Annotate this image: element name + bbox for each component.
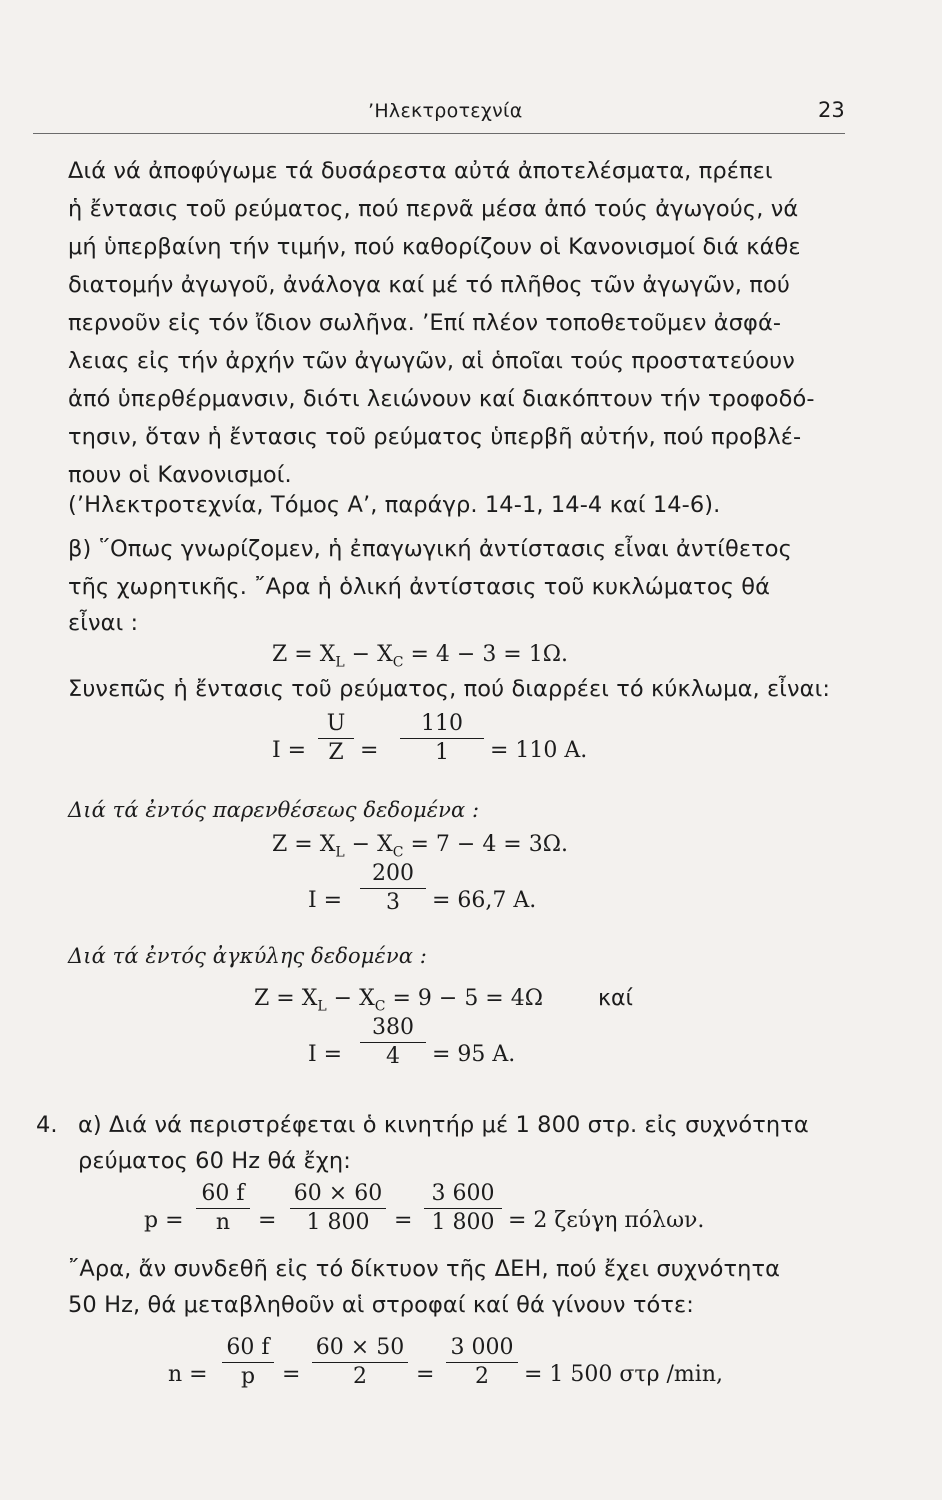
paragraph-1-line: πουν οἱ Κανονισμοί. [68, 462, 292, 488]
heading-braces-data: Διά τά ἐντός ἀγκύλης δεδομένα : [68, 944, 427, 968]
running-header: ’Ηλεκτροτεχνία [368, 100, 523, 122]
paragraph-1-line: περνοῦν εἰς τόν ἴδιον σωλῆνα. ’Επί πλέον τοποθετοῦμεν ἀσφά- [68, 310, 782, 336]
fraction-60f-over-p: $\frac{60 f}{p}$ [222, 1336, 274, 1389]
equation-equals: = [282, 1362, 301, 1387]
equation-current-1-lhs: I = [272, 738, 307, 763]
paragraph-1-line: τησιν, ὅταν ἡ ἔντασις τοῦ ρεύματος ὑπερβῆ αὐτήν, πού προβλέ- [68, 424, 802, 450]
fraction-60x60-over-1800: $\frac{60 \times 60}{1 800}$ [290, 1182, 386, 1235]
equation-equals: = [360, 738, 379, 763]
equation-speed-lhs: n = [168, 1362, 208, 1387]
equation-speed-rhs: = 1 500 στρ /min, [524, 1362, 723, 1387]
paragraph-b-line: εἶναι : [68, 610, 139, 636]
fraction-u-over-z: $\frac{U}{Z}$ [318, 712, 354, 765]
header-rule [33, 133, 845, 134]
equation-current-2-lhs: I = [308, 888, 343, 913]
fraction-60x50-over-2: $\frac{60 \times 50}{2}$ [312, 1336, 408, 1389]
paragraph-1-line: Διά νά ἀποφύγωμε τά δυσάρεστα αὐτά ἀποτελέσματα, πρέπει [68, 158, 773, 184]
equation-equals: = [416, 1362, 435, 1387]
fraction-3600-over-1800: $\frac{3 600}{1 800}$ [424, 1182, 502, 1235]
paragraph-after-line: ῎Αρα, ἄν συνδεθῆ εἰς τό δίκτυον τῆς ΔΕΗ, πού ἔχει συχνότητα [68, 1256, 781, 1282]
reference-line: (’Ηλεκτροτεχνία, Τόμος Α’, παράγρ. 14-1, 14-4 καί 14-6). [68, 492, 721, 518]
equation-impedance-2: $Z = X_L - X_C = 7 - 4 = 3\Omega$. [272, 832, 568, 861]
equation-equals: = [394, 1208, 413, 1233]
equation-current-3-lhs: I = [308, 1042, 343, 1067]
sentence-current: Συνεπῶς ἡ ἔντασις τοῦ ρεύματος, πού διαρρέει τό κύκλωμα, εἶναι: [68, 676, 831, 702]
paragraph-1-line: ἡ ἔντασις τοῦ ρεύματος, πού περνᾶ μέσα ἀπό τούς ἀγωγούς, νά [68, 196, 799, 222]
equation-impedance-3: $Z = X_L - X_C = 9 - 5 = 4\Omega$ [254, 986, 543, 1015]
item-4-line: α) Διά νά περιστρέφεται ὁ κινητήρ μέ 1 800 στρ. εἰς συχνότητα [78, 1112, 809, 1138]
fraction-3000-over-2: $\frac{3 000}{2}$ [446, 1336, 518, 1389]
fraction-200-over-3: $\frac{200}{3}$ [360, 862, 426, 915]
fraction-60f-over-n: $\frac{60 f}{n}$ [196, 1182, 250, 1235]
paragraph-1-line: διατομήν ἀγωγοῦ, ἀνάλογα καί μέ τό πλῆθος τῶν ἀγωγῶν, πού [68, 272, 790, 298]
fraction-110-over-1: $\frac{110}{1}$ [400, 712, 484, 765]
paragraph-after-line: 50 Hz, θά μεταβληθοῦν αἱ στροφαί καί θά γίνουν τότε: [68, 1292, 694, 1318]
paragraph-1-line: ἀπό ὑπερθέρμανσιν, διότι λειώνουν καί διακόπτουν τήν τροφοδό- [68, 386, 815, 412]
equation-poles-lhs: p = [144, 1208, 184, 1233]
equation-current-1-rhs: = 110 A. [490, 738, 588, 763]
equation-current-2-rhs: = 66,7 A. [432, 888, 537, 913]
fraction-380-over-4: $\frac{380}{4}$ [360, 1016, 426, 1069]
equation-current-3-rhs: = 95 A. [432, 1042, 516, 1067]
paragraph-b-line: β) ῞Οπως γνωρίζομεν, ἡ ἐπαγωγική ἀντίστασις εἶναι ἀντίθετος [68, 536, 792, 562]
item-number: 4. [36, 1112, 58, 1138]
equation-impedance-1: $Z = X_L - X_C = 4 - 3 = 1\Omega$. [272, 642, 568, 671]
conjunction-kai: καί [598, 986, 633, 1011]
equation-equals: = [258, 1208, 277, 1233]
paragraph-b-line: τῆς χωρητικῆς. ῎Αρα ἡ ὁλική ἀντίστασις τοῦ κυκλώματος θά [68, 574, 771, 600]
item-4-line: ρεύματος 60 Hz θά ἔχη: [78, 1148, 351, 1174]
heading-parallel-data: Διά τά ἐντός παρενθέσεως δεδομένα : [68, 798, 480, 822]
equation-poles-rhs: = 2 ζεύγη πόλων. [508, 1208, 705, 1233]
paragraph-1-line: μή ὑπερβαίνη τήν τιμήν, πού καθορίζουν οἱ Κανονισμοί διά κάθε [68, 234, 801, 260]
paragraph-1-line: λειας εἰς τήν ἀρχήν τῶν ἀγωγῶν, αἱ ὁποῖαι τούς προστατεύουν [68, 348, 795, 374]
page-number: 23 [818, 98, 845, 122]
